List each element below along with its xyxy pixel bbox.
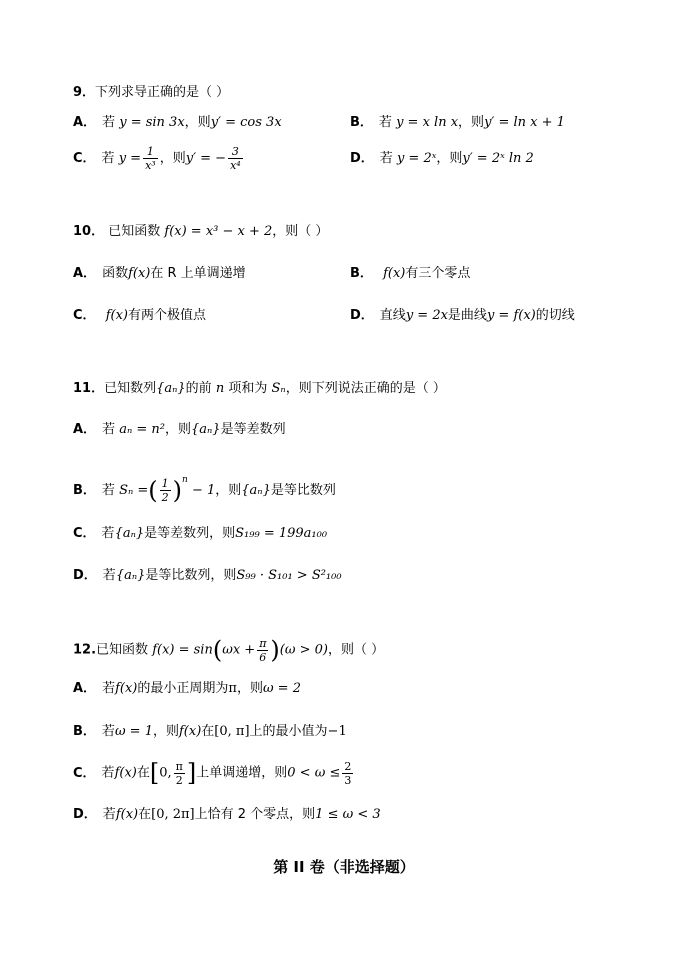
- fraction: [174, 760, 185, 787]
- q11-option-d: [73, 567, 342, 585]
- option-text: 是曲线: [447, 308, 487, 323]
- option-text: ，则: [458, 115, 485, 130]
- option-text: 若: [379, 151, 393, 166]
- q11-option-c: [73, 525, 327, 543]
- option-text: 若: [102, 422, 116, 437]
- math-formula: y = f(x): [486, 308, 536, 323]
- math-formula: [0, 2π]: [151, 807, 195, 822]
- math-formula: f(x) = x³ − x + 2: [164, 224, 273, 239]
- math-formula: −1: [327, 724, 347, 739]
- option-label: A．: [73, 422, 97, 437]
- option-text: 有两个极值点: [127, 308, 206, 323]
- option-label: B．: [73, 483, 96, 498]
- option-label: B．: [73, 724, 96, 739]
- math-formula: 0 < ω ≤: [287, 765, 341, 781]
- math-formula: y′ = cos 3x: [210, 115, 282, 130]
- option-text: 上恰有 2 个零点，则: [194, 807, 316, 822]
- option-label: C．: [73, 526, 96, 541]
- math-formula: f(x): [115, 807, 139, 822]
- math-formula: (ω > 0): [279, 642, 328, 658]
- option-text: 若: [101, 526, 115, 541]
- math-formula: 1 ≤ ω < 3: [315, 807, 381, 822]
- option-text: 在: [201, 724, 215, 739]
- option-label: C．: [73, 765, 96, 781]
- option-label: A．: [73, 266, 97, 281]
- option-text: 直线: [379, 308, 406, 323]
- q9-option-c: [73, 144, 245, 174]
- question-text: ，则下列说法正确的是（ ）: [285, 381, 446, 396]
- option-label: A．: [73, 681, 97, 696]
- option-text: ，则: [152, 724, 179, 739]
- fraction: [143, 145, 158, 172]
- right-paren: ): [172, 476, 183, 505]
- math-formula: f(x): [114, 765, 137, 781]
- math-formula: y′ = −: [185, 151, 227, 166]
- math-formula: S₉₉ · S₁₀₁ > S²₁₀₀: [236, 568, 342, 583]
- math-formula: y′ = 2ˣ ln 2: [462, 151, 534, 166]
- math-formula: [0, π]: [214, 724, 250, 739]
- q9-option-a: [73, 114, 282, 132]
- option-text: 是等差数列，则: [144, 526, 236, 541]
- left-bracket: [: [149, 759, 160, 787]
- q10-option-b: [350, 265, 470, 283]
- question-text: ，则（ ）: [327, 642, 385, 658]
- numerator: 1: [143, 145, 158, 159]
- q10-option-c: [73, 307, 206, 325]
- q9-option-b: [350, 114, 565, 132]
- question-text: 已知函数: [96, 642, 149, 658]
- fraction: [160, 477, 171, 504]
- math-formula: ωx +: [222, 642, 256, 658]
- option-label: A．: [73, 115, 97, 130]
- option-text: 在: [138, 807, 152, 822]
- math-formula: {aₙ}: [156, 381, 186, 396]
- math-formula: f(x): [128, 266, 151, 281]
- q10-stem: [73, 223, 328, 241]
- option-text: 若: [101, 151, 115, 166]
- math-formula: {aₙ}: [191, 422, 221, 437]
- question-text: 下列求导正确的是（ ）: [95, 85, 230, 100]
- right-bracket: ]: [186, 759, 197, 787]
- option-label: C．: [73, 308, 96, 323]
- math-formula: y = 2x: [405, 308, 448, 323]
- q10-option-a: [73, 265, 246, 283]
- math-formula: {aₙ}: [114, 526, 145, 541]
- option-text: ，则: [164, 422, 191, 437]
- option-label: D．: [73, 807, 97, 822]
- option-text: 若: [102, 807, 116, 822]
- q11-stem: [73, 380, 446, 398]
- question-text: 已知函数: [108, 224, 161, 239]
- math-formula: ω = 1: [114, 724, 153, 739]
- math-formula: Sₙ =: [119, 483, 149, 498]
- option-text: 若: [102, 681, 116, 696]
- math-formula: π: [228, 681, 237, 696]
- math-formula: y =: [118, 151, 142, 166]
- math-formula: {aₙ}: [241, 483, 271, 498]
- question-text: 已知数列: [104, 381, 157, 396]
- q12-option-d: [73, 806, 381, 824]
- option-text: 若: [378, 115, 392, 130]
- math-formula: y = sin 3x: [119, 115, 185, 130]
- fraction: [228, 145, 243, 172]
- option-label: D．: [350, 308, 374, 323]
- math-formula: ω = 2: [262, 681, 301, 696]
- option-text: 是等比数列: [270, 483, 336, 498]
- q12-option-a: [73, 680, 301, 698]
- option-label: D．: [73, 568, 97, 583]
- fraction: [257, 637, 268, 664]
- q9-stem: [73, 84, 229, 102]
- denominator: 2: [161, 491, 169, 504]
- math-formula: y′ = ln x + 1: [484, 115, 565, 130]
- exponent: n: [182, 475, 188, 485]
- question-number: 12.: [73, 642, 97, 658]
- option-text: 是等差数列: [220, 422, 286, 437]
- math-formula: y = x ln x: [396, 115, 459, 130]
- option-text: ，则: [436, 151, 463, 166]
- question-text: ，则（ ）: [272, 224, 329, 239]
- option-text: 在 R 上单调递增: [150, 266, 246, 281]
- option-label: C．: [73, 151, 96, 166]
- math-formula: f(x): [383, 266, 406, 281]
- numerator: 1: [161, 477, 169, 490]
- question-number: 11．: [73, 381, 105, 396]
- option-label: B．: [350, 266, 373, 281]
- right-paren: ): [270, 636, 280, 664]
- option-text: ，则: [215, 483, 242, 498]
- math-formula: aₙ = n²: [119, 422, 165, 437]
- math-formula: f(x): [178, 724, 202, 739]
- denominator: 6: [259, 650, 267, 664]
- left-paren: (: [212, 636, 223, 664]
- math-formula: Sₙ: [271, 381, 286, 396]
- math-formula: 0,: [159, 765, 172, 781]
- denominator: x⁴: [230, 159, 241, 172]
- numerator: 3: [228, 145, 243, 159]
- math-formula: n: [215, 381, 225, 396]
- q11-option-a: [73, 421, 286, 439]
- question-number: 10．: [73, 224, 105, 239]
- option-label: D．: [350, 151, 374, 166]
- q10-option-d: [350, 307, 575, 325]
- numerator: π: [259, 636, 267, 650]
- math-formula: S₁₉₉ = 199a₁₀₀: [235, 526, 328, 541]
- left-paren: (: [148, 476, 158, 505]
- option-text: 若: [102, 115, 116, 130]
- math-formula: f(x): [105, 308, 128, 323]
- option-text: 若: [101, 483, 115, 498]
- option-text: 函数: [102, 266, 129, 281]
- option-text: ，则: [159, 151, 186, 166]
- q11-option-b: [73, 460, 336, 511]
- option-text: 上的最小值为: [249, 724, 328, 739]
- q12-option-b: [73, 723, 347, 741]
- denominator: 3: [344, 773, 352, 787]
- option-text: 的最小正周期为: [137, 681, 229, 696]
- option-text: ，则: [184, 115, 211, 130]
- option-text: 上单调递增，则: [196, 765, 288, 781]
- math-formula: f(x) = sin: [152, 642, 213, 658]
- option-label: B．: [350, 115, 373, 130]
- option-text: 若: [101, 724, 115, 739]
- math-formula: − 1: [191, 483, 216, 498]
- math-formula: {aₙ}: [115, 568, 146, 583]
- q12-stem: [73, 630, 384, 671]
- numerator: π: [175, 759, 183, 773]
- option-text: 是等比数列，则: [145, 568, 237, 583]
- q12-option-c: [73, 755, 355, 792]
- question-number: 9．: [73, 85, 96, 100]
- question-text: 项和为: [228, 381, 268, 396]
- option-text: 若: [102, 568, 116, 583]
- option-text: 在: [136, 765, 150, 781]
- option-text: 有三个零点: [405, 266, 471, 281]
- option-text: 若: [101, 765, 115, 781]
- math-formula: y = 2ˣ: [396, 151, 437, 166]
- denominator: 2: [175, 773, 183, 787]
- question-text: 的前: [185, 381, 212, 396]
- option-text: 的切线: [535, 308, 575, 323]
- section-title: 第 II 卷（非选择题）: [273, 858, 415, 876]
- numerator: 2: [344, 759, 352, 773]
- denominator: x³: [145, 159, 156, 172]
- math-formula: f(x): [115, 681, 138, 696]
- fraction: [342, 760, 353, 787]
- q9-option-d: [350, 150, 534, 168]
- option-text: ，则: [236, 681, 263, 696]
